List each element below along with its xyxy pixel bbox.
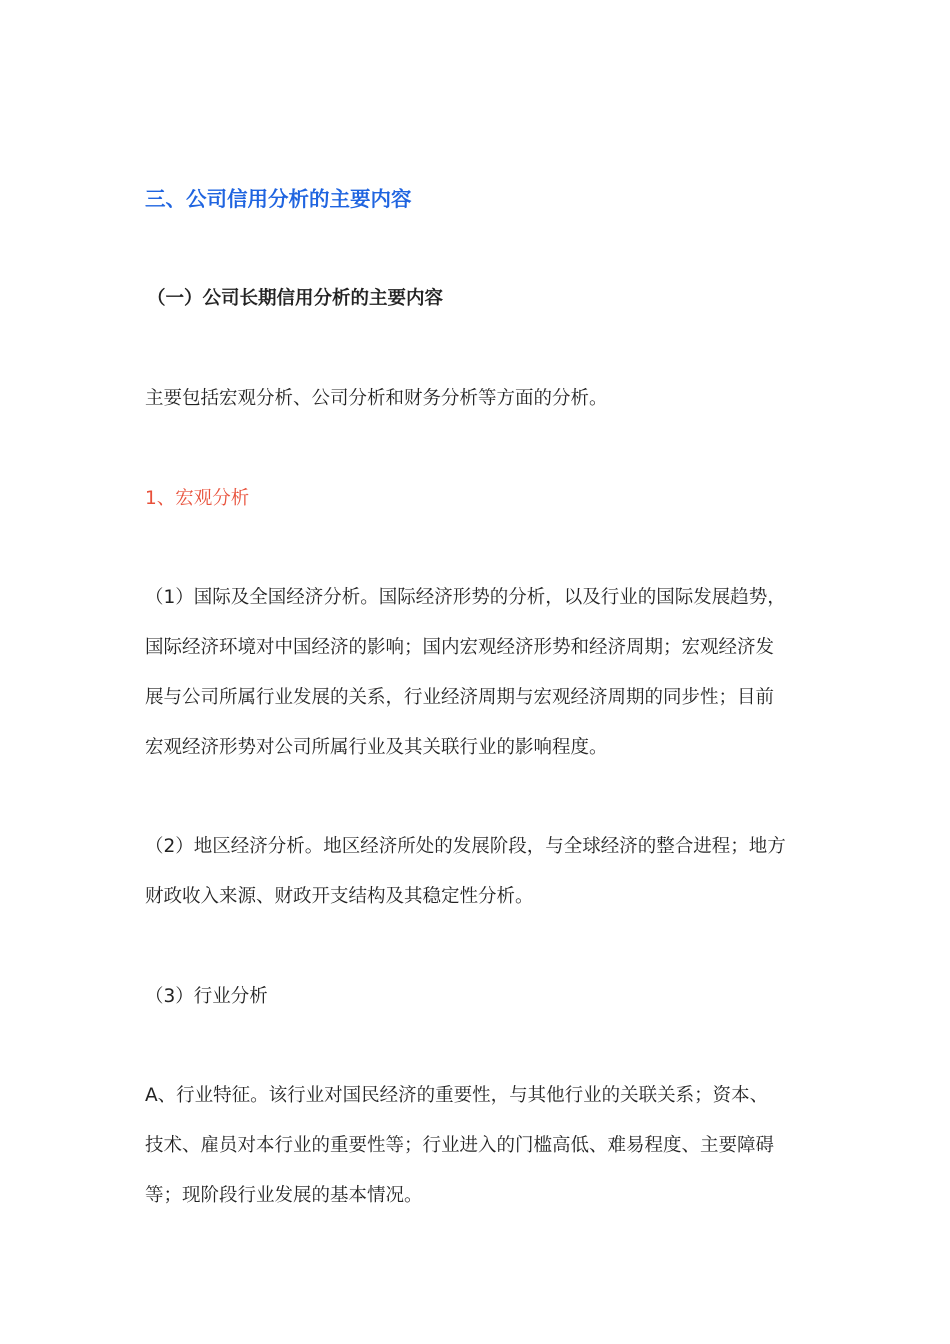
paragraph-line: 财政收入来源、财政开支结构及其稳定性分析。 — [145, 886, 534, 907]
paragraph-line: 技术、雇员对本行业的重要性等；行业进入的门槛高低、难易程度、主要障碍 — [145, 1135, 775, 1156]
sub-heading: 1、宏观分析 — [145, 488, 250, 509]
paragraph-title: （3）行业分析 — [145, 986, 268, 1007]
paragraph-line: 展与公司所属行业发展的关系，行业经济周期与宏观经济周期的同步性；目前 — [145, 687, 775, 708]
paragraph-line: A、行业特征。该行业对国民经济的重要性，与其他行业的关联关系；资本、 — [145, 1085, 769, 1106]
paragraph-line: （2）地区经济分析。地区经济所处的发展阶段，与全球经济的整合进程；地方 — [145, 836, 786, 857]
paragraph-line: 宏观经济形势对公司所属行业及其关联行业的影响程度。 — [145, 737, 608, 758]
paragraph-line: 等；现阶段行业发展的基本情况。 — [145, 1185, 423, 1206]
section-title: 三、公司信用分析的主要内容 — [145, 187, 412, 211]
paragraph-line: （1）国际及全国经济分析。国际经济形势的分析，以及行业的国际发展趋势， — [145, 587, 786, 608]
subsection-title: （一）公司长期信用分析的主要内容 — [147, 288, 444, 309]
paragraph-line: 国际经济环境对中国经济的影响；国内宏观经济形势和经济周期；宏观经济发 — [145, 637, 775, 658]
intro-text: 主要包括宏观分析、公司分析和财务分析等方面的分析。 — [145, 388, 608, 409]
